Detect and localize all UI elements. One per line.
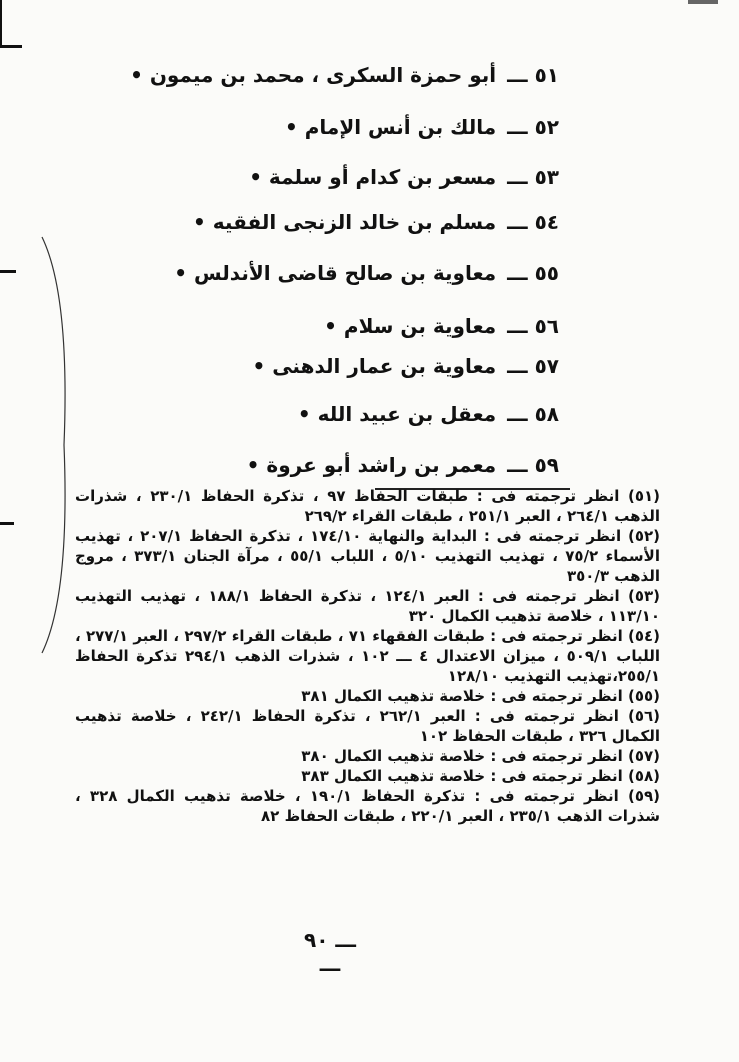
footnote (75, 486, 660, 526)
entry-name: معقل بن عبيد الله • (297, 402, 497, 426)
entry-name: معاوية بن سلام • (324, 314, 497, 338)
entry-name: أبو حمزة السكرى ، محمد بن ميمون • (130, 63, 497, 87)
entry-name: معاوية بن عمار الدهنى • (252, 354, 497, 378)
footnote (75, 686, 660, 706)
footnote (75, 786, 660, 826)
entry-number: ٥٣ ـــ (507, 165, 559, 189)
entry-name: معاوية بن صالح قاضى الأندلس • (174, 261, 497, 285)
footnote-text: (٥٣) انظر ترجمته فى : العبر ١٢٤/١ ، تذكرة الحفاظ ١٨٨/١ ، تهذيب التهذيب ١١٣/١٠ ، خلاصة تذهيب الكمال ٣٢٠ (75, 587, 660, 625)
scan-edge-mark (0, 45, 22, 48)
entry-number: ٥٦ ـــ (507, 314, 559, 338)
list-item (249, 163, 559, 191)
entry-number: ٥١ ـــ (507, 63, 559, 87)
entry-number: ٥٨ ـــ (507, 402, 559, 426)
footnote-text: (٥٩) انظر ترجمته فى : تذكرة الحفاظ ١٩٠/١ ، خلاصة تذهيب الكمال ٣٢٨ ، شذرات الذهب ٢٣٥/١ ، العبر ٢٢٠/١ ، طبقات الحفاظ ٨٢ (75, 787, 661, 825)
list-item (174, 259, 559, 287)
entry-number: ٥٤ ـــ (507, 210, 559, 234)
margin-bracket (40, 235, 80, 655)
scan-edge-mark (0, 270, 16, 273)
entry-number: ٥٢ ـــ (507, 115, 559, 139)
list-item (130, 61, 559, 89)
footnote (75, 706, 660, 746)
scan-edge-mark (0, 522, 14, 525)
entry-name: مالك بن أنس الإمام • (285, 115, 497, 139)
list-item (252, 352, 559, 380)
footnote-text: (٥١) انظر ترجمته فى : طبقات الحفاظ ٩٧ ، تذكرة الحفاظ ٢٣٠/١ ، شذرات الذهب ٢٦٤/١ ، العبر ٢٥١/١ ، طبقات القراء ٢٦٩/٢ (75, 487, 660, 525)
footnote (75, 766, 660, 786)
entry-name: مسلم بن خالد الزنجى الفقيه • (193, 210, 497, 234)
entry-name: مسعر بن كدام أو سلمة • (249, 165, 497, 189)
scan-edge-mark (688, 0, 718, 4)
footnote-text: (٥٤) انظر ترجمته فى : طبقات الفقهاء ٧١ ، طبقات القراء ٢٩٧/٢ ، العبر ٢٧٧/١ ، اللباب ٥٠٩/١ ، ميزان الاعتدال ٤ ـــ ١٠٢ ، شذرات الذهب ٢٩٤/١ تذكرة الحفاظ ٢٥٥/١،تهذيب التهذيب ١٢٨/١٠ (75, 627, 661, 685)
footnote-text: (٥٥) انظر ترجمته فى : خلاصة تذهيب الكمال ٣٨١ (301, 687, 660, 705)
scan-edge-mark (0, 0, 2, 48)
list-item (285, 113, 559, 141)
footnote-text: (٥٨) انظر ترجمته فى : خلاصة تذهيب الكمال ٣٨٣ (301, 767, 660, 785)
list-item (193, 208, 559, 236)
footnote-text: (٥٧) انظر ترجمته فى : خلاصة تذهيب الكمال ٣٨٠ (301, 747, 660, 765)
footnote (75, 526, 660, 586)
footnote-text: (٥٢) انظر ترجمته فى : البداية والنهاية ١٧٤/١٠ ، تذكرة الحفاظ ٢٠٧/١ ، تهذيب الأسماء ٧٥/٢ ، تهذيب التهذيب ٥/١٠ ، اللباب ٥٥/١ ، مرآة الجنان ٣٧٣/١ ، مروج الذهب ٣٥٠/٣ (75, 527, 661, 585)
entry-number: ٥٥ ـــ (507, 261, 559, 285)
footnotes (75, 486, 660, 826)
entry-number: ٥٩ ـــ (507, 453, 559, 477)
entry-name: معمر بن راشد أبو عروة • (246, 453, 497, 477)
list-item (298, 400, 559, 428)
footnote (75, 746, 660, 766)
footnote (75, 586, 660, 626)
entry-number: ٥٧ ـــ (507, 354, 559, 378)
page-number: ـــ ٩٠ ـــ (304, 928, 356, 976)
footnote-text: (٥٦) انظر ترجمته فى : العبر ٢٦٢/١ ، تذكرة الحفاظ ٢٤٢/١ ، خلاصة تذهيب الكمال ٣٢٦ ، طبقات الحفاظ ١٠٢ (75, 707, 661, 745)
list-item (324, 312, 559, 340)
list-item (247, 451, 559, 479)
footnote (75, 626, 660, 686)
